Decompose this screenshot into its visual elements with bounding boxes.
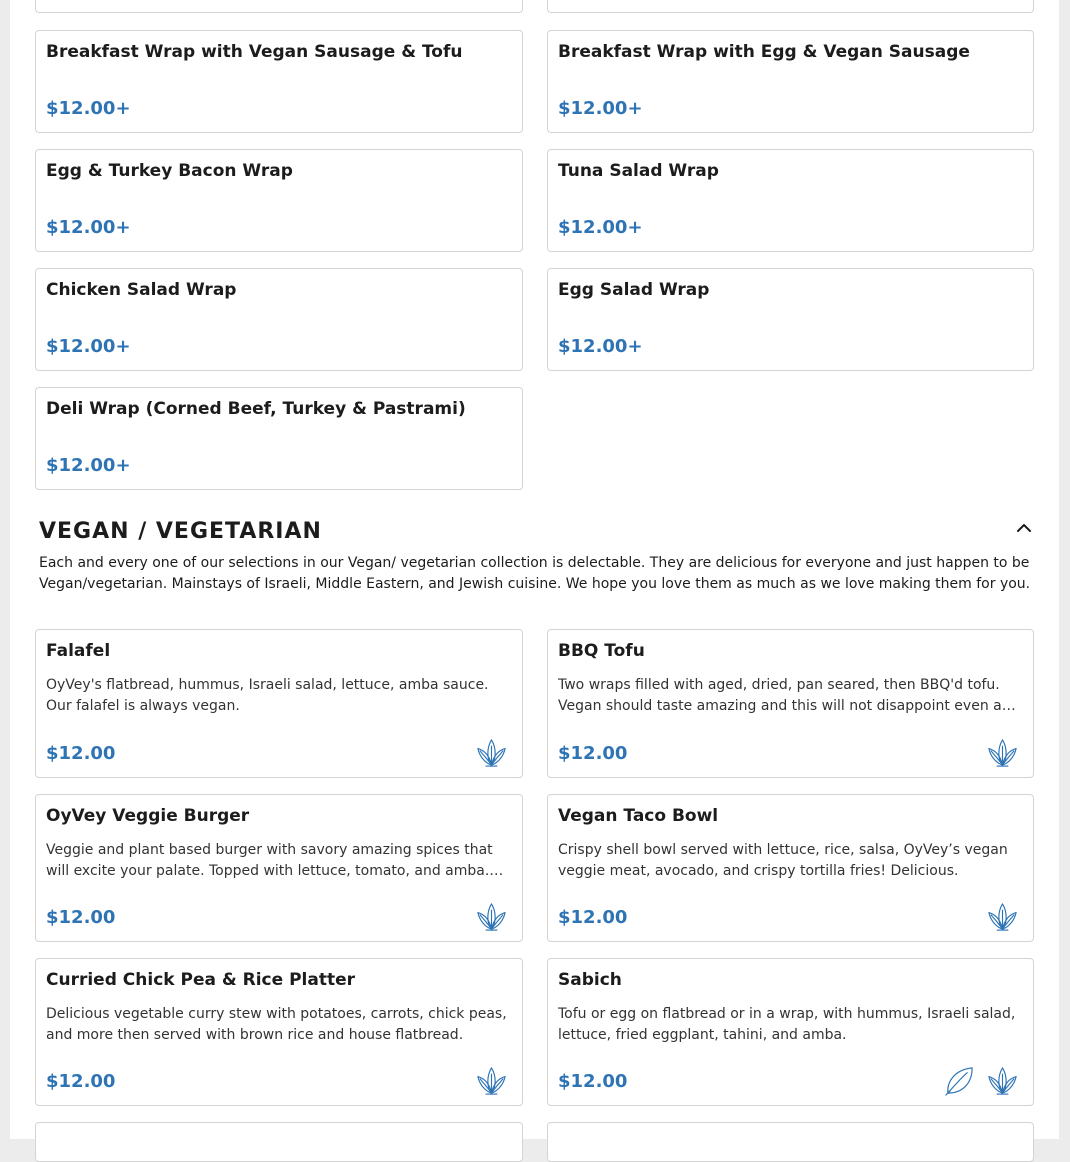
menu-item-card[interactable] bbox=[35, 629, 523, 778]
menu-item-price: $12.00+ bbox=[46, 336, 131, 357]
menu-item-name: Deli Wrap (Corned Beef, Turkey & Pastrami) bbox=[46, 399, 466, 419]
menu-item-price: $12.00 bbox=[558, 743, 628, 764]
menu-item-card[interactable] bbox=[35, 387, 523, 490]
menu-item-card[interactable] bbox=[547, 958, 1034, 1106]
menu-item-name: BBQ Tofu bbox=[558, 641, 645, 661]
section-title: VEGAN / VEGETARIAN bbox=[39, 519, 322, 544]
menu-item-card[interactable] bbox=[547, 629, 1034, 778]
menu-item-price: $12.00+ bbox=[558, 98, 643, 119]
menu-item-card-partial[interactable] bbox=[547, 0, 1034, 13]
menu-item-price: $12.00+ bbox=[46, 98, 131, 119]
vegan-icon bbox=[475, 900, 508, 933]
menu-item-card[interactable] bbox=[547, 149, 1034, 252]
menu-item-description: Two wraps filled with aged, dried, pan seared, then BBQ'd tofu. Vegan should taste amazing and this will not disappoint even a… bbox=[558, 677, 1016, 714]
menu-item-price: $12.00 bbox=[46, 907, 116, 928]
vegan-icon bbox=[475, 1064, 508, 1097]
menu-item-name: Breakfast Wrap with Vegan Sausage & Tofu bbox=[46, 42, 463, 62]
menu-item-description: Crispy shell bowl served with lettuce, rice, salsa, OyVey’s vegan veggie meat, avocado, and crispy tortilla fries! Delicious. bbox=[558, 842, 1008, 879]
menu-page bbox=[10, 0, 1059, 1139]
vegan-grid bbox=[35, 629, 1034, 1162]
menu-item-name: Egg Salad Wrap bbox=[558, 280, 710, 300]
menu-item-description: OyVey's flatbread, hummus, Israeli salad, lettuce, amba sauce. Our falafel is always vegan. bbox=[46, 677, 489, 714]
menu-item-price: $12.00+ bbox=[46, 217, 131, 238]
menu-item-name: OyVey Veggie Burger bbox=[46, 806, 250, 826]
menu-item-price: $12.00+ bbox=[558, 336, 643, 357]
menu-item-card[interactable] bbox=[35, 958, 523, 1106]
menu-item-name: Curried Chick Pea & Rice Platter bbox=[46, 970, 355, 990]
menu-item-card[interactable] bbox=[547, 268, 1034, 371]
menu-item-name: Tuna Salad Wrap bbox=[558, 161, 719, 181]
vegetarian-leaf-icon bbox=[943, 1064, 976, 1097]
menu-item-price: $12.00 bbox=[558, 1071, 628, 1092]
menu-item-card-partial[interactable] bbox=[35, 1122, 523, 1162]
menu-item-price: $12.00+ bbox=[46, 455, 131, 476]
menu-item-price: $12.00+ bbox=[558, 217, 643, 238]
menu-item-card[interactable] bbox=[35, 268, 523, 371]
section-header-vegan[interactable] bbox=[39, 516, 1034, 548]
menu-item-description: Tofu or egg on flatbread or in a wrap, with hummus, Israeli salad, lettuce, fried eggplant, tahini, and amba. bbox=[558, 1006, 1016, 1043]
menu-item-name: Sabich bbox=[558, 970, 622, 990]
menu-item-name: Egg & Turkey Bacon Wrap bbox=[46, 161, 293, 181]
vegan-icon bbox=[475, 736, 508, 769]
menu-item-price: $12.00 bbox=[46, 1071, 116, 1092]
menu-item-card[interactable] bbox=[35, 794, 523, 942]
menu-item-description: Veggie and plant based burger with savory amazing spices that will excite your palate. Topped with lettuce, tomato, and amba.… bbox=[46, 842, 504, 879]
menu-item-description: Delicious vegetable curry stew with potatoes, carrots, chick peas, and more then served with brown rice and house flatbread. bbox=[46, 1006, 507, 1043]
menu-item-name: Falafel bbox=[46, 641, 111, 661]
menu-item-card[interactable] bbox=[547, 30, 1034, 133]
menu-item-price: $12.00 bbox=[558, 907, 628, 928]
menu-item-card[interactable] bbox=[35, 30, 523, 133]
menu-item-price: $12.00 bbox=[46, 743, 116, 764]
menu-item-card[interactable] bbox=[547, 794, 1034, 942]
vegan-icon bbox=[986, 900, 1019, 933]
vegan-icon bbox=[986, 736, 1019, 769]
menu-item-name: Vegan Taco Bowl bbox=[558, 806, 719, 826]
chevron-up-icon[interactable] bbox=[1014, 518, 1034, 538]
menu-item-name: Chicken Salad Wrap bbox=[46, 280, 237, 300]
menu-item-card-partial[interactable] bbox=[35, 0, 523, 13]
menu-item-card[interactable] bbox=[35, 149, 523, 252]
vegan-icon bbox=[986, 1064, 1019, 1097]
menu-item-name: Breakfast Wrap with Egg & Vegan Sausage bbox=[558, 42, 970, 62]
section-description: Each and every one of our selections in our Vegan/ vegetarian collection is delectable. They are delicious for everyone and just happen to be Vegan/vegetarian. Mainstays of Israeli, Middle Eastern, and Jewish cuisine. We hope you love them as much as we love making them for you. bbox=[39, 555, 1031, 592]
wraps-grid bbox=[35, 30, 1034, 490]
menu-item-card-partial[interactable] bbox=[547, 1122, 1034, 1162]
